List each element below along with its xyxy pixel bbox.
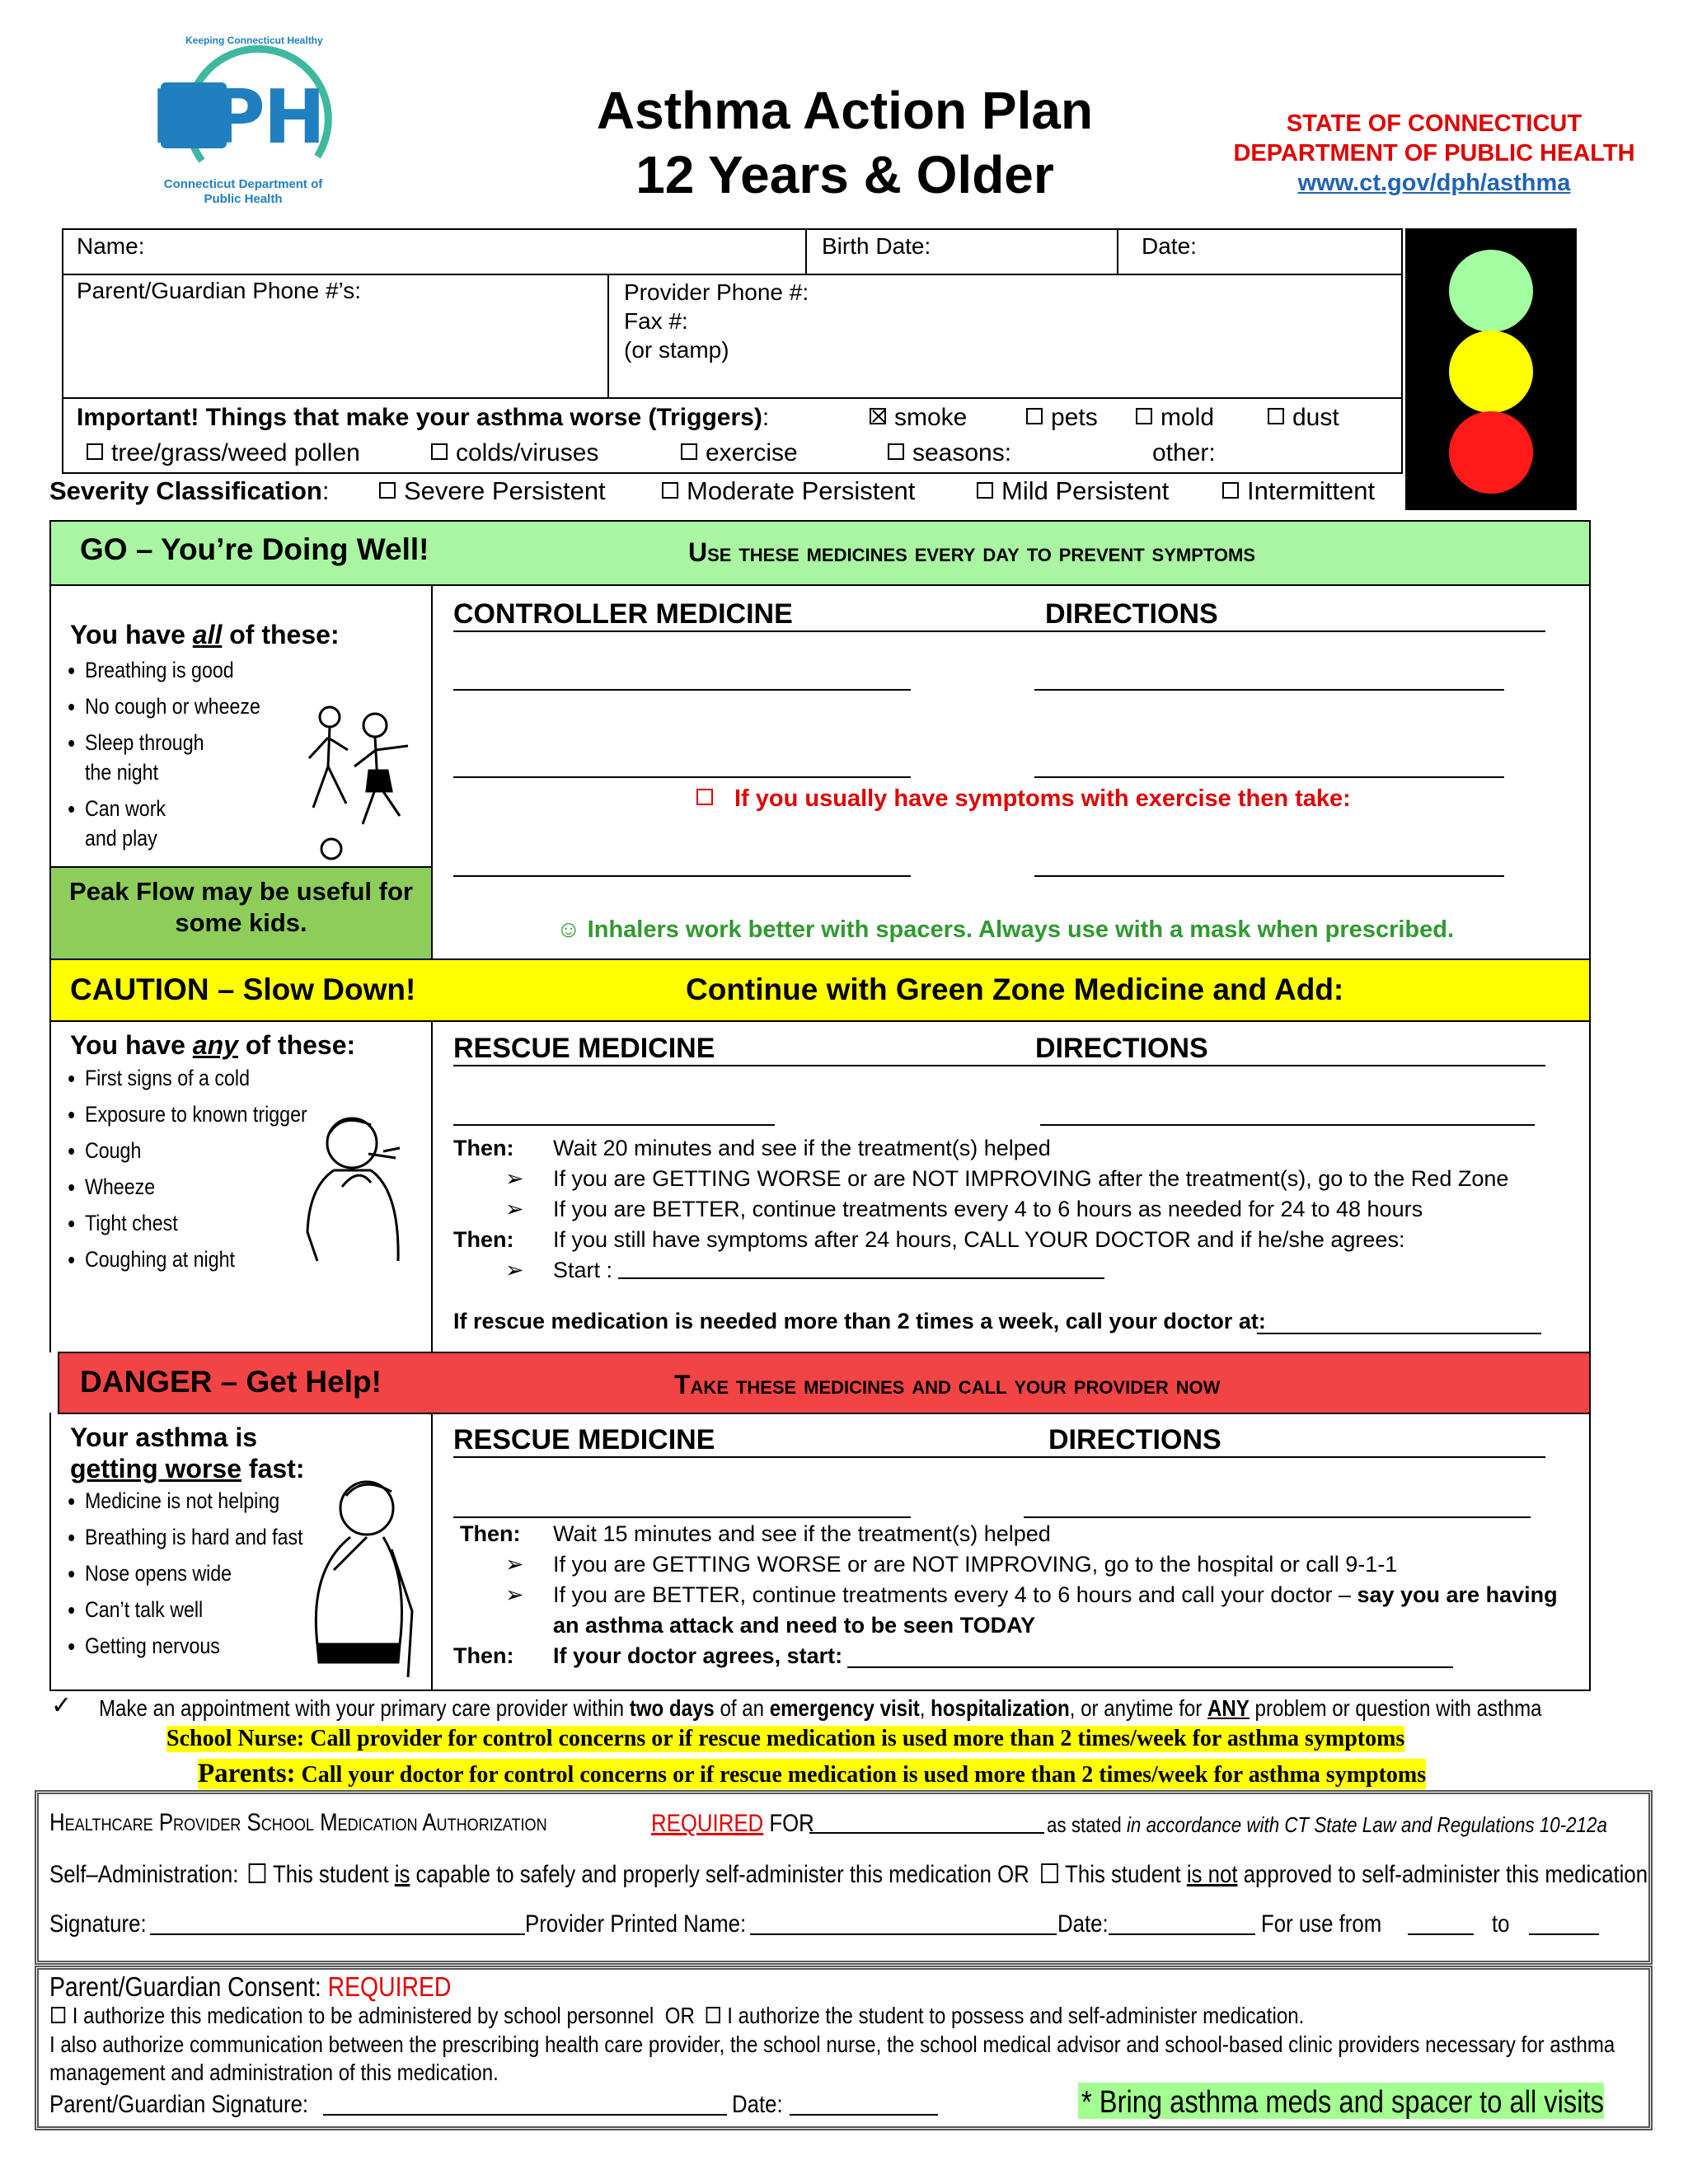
go-have-post: of these: xyxy=(222,620,340,649)
consent-option1: I authorize this medication to be administered by school personnel xyxy=(72,2003,654,2028)
medicine-line[interactable] xyxy=(453,875,911,877)
provider-phone-label: Provider Phone #: xyxy=(624,279,809,305)
appt-text: , xyxy=(919,1695,931,1721)
caution-have-post: of these: xyxy=(237,1030,356,1060)
list-item: • No cough or wheeze xyxy=(85,691,260,721)
use-from-line[interactable] xyxy=(1408,1933,1474,1935)
list-item: • Tight chest xyxy=(85,1208,307,1238)
appt-text: of an xyxy=(714,1695,770,1721)
severity-option[interactable] xyxy=(662,476,915,506)
divider xyxy=(431,1413,433,1691)
trigger-label: dust xyxy=(1292,404,1339,431)
start-line[interactable] xyxy=(847,1666,1453,1668)
exercise-note-text: If you usually have symptoms with exercise then take: xyxy=(734,785,1351,812)
or-label: OR xyxy=(997,1861,1029,1888)
appt-bold: hospitalization xyxy=(931,1695,1070,1721)
rescue-note: If rescue medication is needed more than 2 times a week, call your doctor at: xyxy=(453,1309,1266,1333)
heading-underline xyxy=(453,1456,1545,1458)
checkbox-icon[interactable] xyxy=(1222,482,1239,499)
danger-heading-underlined: getting worse xyxy=(70,1454,242,1483)
state-block xyxy=(1212,109,1657,198)
directions-line[interactable] xyxy=(1034,689,1504,691)
triggers-label: Important! Things that make your asthma worse (Triggers) xyxy=(77,404,762,431)
trigger-dust[interactable] xyxy=(1268,404,1339,432)
checkbox-icon[interactable] xyxy=(431,443,448,460)
trigger-pets[interactable] xyxy=(1026,404,1098,432)
caution-have-heading xyxy=(70,1030,355,1061)
website-link[interactable]: www.ct.gov/dph/asthma xyxy=(1297,170,1571,196)
list-item: • Getting nervous xyxy=(85,1631,303,1661)
checkbox-icon[interactable] xyxy=(977,482,993,499)
checkbox-icon[interactable] xyxy=(249,1863,266,1883)
use-from-label: For use from xyxy=(1261,1910,1382,1938)
law-note xyxy=(1047,1812,1607,1838)
caution-start: ➢ Start : xyxy=(553,1258,612,1282)
green-light-icon xyxy=(1449,250,1533,332)
checked-box-icon[interactable] xyxy=(870,408,886,424)
danger-symptom-list xyxy=(59,1486,303,1667)
appt-text: , or anytime for xyxy=(1069,1695,1208,1721)
divider xyxy=(62,274,1403,275)
danger-instruction: Take these medicines and call your provider now xyxy=(674,1370,1221,1399)
law-text: in accordance with CT State Law and Regulations 10-212a xyxy=(1126,1812,1607,1837)
go-instruction: Use these medicines every day to prevent symptoms xyxy=(688,537,1256,567)
trigger-mold[interactable] xyxy=(1136,404,1214,432)
exercise-note[interactable] xyxy=(696,785,1351,813)
danger-arrow1: ➢ If you are GETTING WORSE or are NOT IMPROVING, go to the hospital or call 9-1-1 xyxy=(553,1552,1397,1577)
checkbox-icon[interactable] xyxy=(379,482,396,499)
school-nurse-label: School Nurse: xyxy=(166,1726,305,1751)
danger-instructions xyxy=(453,1519,1589,1671)
trigger-label: colds/viruses xyxy=(456,439,599,466)
appt-text: problem or question with asthma xyxy=(1249,1695,1542,1721)
checkbox-icon[interactable] xyxy=(87,443,103,460)
caution-have-em: any xyxy=(192,1030,238,1060)
dph-logo xyxy=(144,33,346,218)
medicine-line[interactable] xyxy=(453,776,911,778)
checkbox-icon[interactable] xyxy=(681,443,697,460)
list-item: • Can work and play xyxy=(85,794,170,853)
danger-heading-line1: Your asthma is xyxy=(70,1422,258,1452)
caution-title: CAUTION – Slow Down! xyxy=(70,972,416,1006)
divider xyxy=(607,274,609,397)
danger-then2: If your doctor agrees, start: xyxy=(553,1643,843,1668)
trigger-label: exercise xyxy=(706,439,798,466)
parents-note xyxy=(198,1759,1426,1789)
trigger-label: seasons: xyxy=(912,439,1012,466)
caution-then1: Wait 20 minutes and see if the treatment(s) helped xyxy=(553,1136,1051,1160)
rescue-heading: RESCUE MEDICINE xyxy=(453,1033,715,1064)
list-item: • First signs of a cold xyxy=(85,1063,307,1093)
kids-playing-soccer-icon xyxy=(297,701,420,865)
consent-date-line[interactable] xyxy=(790,2114,938,2116)
directions-line[interactable] xyxy=(1034,776,1504,778)
school-nurse-text: Call provider for control concerns or if rescue medication is used more than 2 times/week for asthma symptoms xyxy=(304,1726,1405,1751)
list-item: • Cough xyxy=(85,1136,307,1165)
start-line[interactable] xyxy=(618,1277,1104,1279)
page-title-line2: 12 Years & Older xyxy=(635,145,1054,204)
rescue-heading: RESCUE MEDICINE xyxy=(453,1424,715,1455)
printed-name-line[interactable] xyxy=(750,1933,1057,1935)
danger-arrow2-c: an asthma attack and need to be seen TODAY xyxy=(553,1613,1036,1638)
consent-date-label: Date: xyxy=(732,2091,783,2118)
spacer-note: ☺ Inhalers work better with spacers. Always use with a mask when prescribed. xyxy=(556,916,1455,943)
provider-block[interactable] xyxy=(624,278,809,364)
authorization-required-row xyxy=(651,1810,814,1838)
medicine-line[interactable] xyxy=(453,1124,775,1126)
severity-row xyxy=(49,476,329,506)
self-admin-row xyxy=(49,1861,1648,1889)
birth-date-field[interactable]: Birth Date: xyxy=(822,233,931,259)
trigger-exercise[interactable] xyxy=(681,439,798,467)
checkbox-icon[interactable] xyxy=(888,443,904,460)
appt-bold: emergency visit xyxy=(769,1695,920,1721)
red-light-icon xyxy=(1449,411,1533,494)
parent-phone-field[interactable]: Parent/Guardian Phone #’s: xyxy=(77,278,362,303)
parents-label: Parents: xyxy=(198,1759,296,1788)
consent-options xyxy=(51,2003,1304,2029)
caution-then2: If you still have symptoms after 24 hours, CALL YOUR DOCTOR and if he/she agrees: xyxy=(553,1227,1405,1252)
printed-name-label: Provider Printed Name: xyxy=(525,1910,747,1938)
divider xyxy=(431,1020,433,1352)
list-item: • Can’t talk well xyxy=(85,1595,303,1624)
then-label: Then: xyxy=(453,1227,514,1252)
signature-label: Signature: xyxy=(49,1910,147,1938)
list-item: • Sleep through the night xyxy=(85,728,213,787)
logo-subtitle: Connecticut Department of Public Health xyxy=(163,177,323,206)
stamp-label: (or stamp) xyxy=(624,337,729,363)
trigger-seasons[interactable] xyxy=(888,439,1011,467)
opt-text: This student xyxy=(273,1861,395,1888)
doctor-phone-line[interactable] xyxy=(1257,1333,1541,1334)
logo-arc-text: Keeping Connecticut Healthy xyxy=(185,35,323,46)
danger-title: DANGER – Get Help! xyxy=(80,1365,382,1399)
go-have-em: all xyxy=(192,620,223,649)
opt-text: approved to self-administer this medication xyxy=(1237,1861,1648,1888)
directions-heading: DIRECTIONS xyxy=(1045,598,1218,630)
opt-underline: is xyxy=(394,1861,410,1888)
appt-bold: ANY xyxy=(1207,1695,1250,1721)
state-name: STATE OF CONNECTICUT xyxy=(1286,110,1582,137)
consent-title: Parent/Guardian Consent: xyxy=(49,1971,328,2002)
signature-line[interactable] xyxy=(150,1933,525,1935)
or-label: OR xyxy=(664,2003,695,2028)
caution-arrow2: ➢ If you are BETTER, continue treatments every 4 to 6 hours as needed for 24 to 48 hours xyxy=(553,1197,1423,1221)
danger-heading xyxy=(70,1422,304,1484)
appt-bold: two days xyxy=(629,1695,715,1721)
trigger-other[interactable]: other: xyxy=(1152,439,1216,466)
list-item: • Breathing is good xyxy=(85,655,260,685)
caution-instructions xyxy=(453,1133,1582,1286)
bring-meds-note: * Bring asthma meds and spacer to all visits xyxy=(1081,2085,1604,2120)
caution-have-pre: You have xyxy=(70,1030,193,1060)
authorization-title-row xyxy=(49,1809,628,1837)
date-field[interactable]: Date: xyxy=(1142,233,1197,259)
checkbox-icon[interactable] xyxy=(706,2007,720,2023)
severity-colon: : xyxy=(321,476,330,505)
checkbox-icon[interactable] xyxy=(1026,408,1043,424)
heading-underline xyxy=(453,1065,1545,1066)
then-label: Then: xyxy=(460,1521,521,1546)
page-title xyxy=(528,78,1162,207)
peak-flow-note: Peak Flow may be useful for some kids. xyxy=(69,877,413,937)
danger-arrow2-b: say you are having xyxy=(1357,1582,1558,1607)
list-item: • Wheeze xyxy=(85,1172,307,1202)
list-item: • Coughing at night xyxy=(85,1244,307,1274)
checkbox-icon[interactable] xyxy=(1136,408,1152,424)
caution-symptom-list xyxy=(59,1063,307,1281)
severity-option-label: Severe Persistent xyxy=(404,476,606,505)
trigger-pollen[interactable] xyxy=(87,439,360,467)
consent-option2: I authorize the student to possess and self-administer medication. xyxy=(727,2003,1305,2028)
school-nurse-note xyxy=(166,1726,1404,1752)
caution-arrow1: ➢ If you are GETTING WORSE or are NOT IMPROVING after the treatment(s), go to the Red Zone xyxy=(553,1166,1508,1191)
self-admin-label: Self–Administration: xyxy=(49,1861,239,1888)
medicine-line[interactable] xyxy=(453,1516,911,1518)
checkbox-icon[interactable] xyxy=(662,482,678,499)
go-have-pre: You have xyxy=(70,620,193,649)
trigger-smoke[interactable] xyxy=(870,404,967,432)
danger-heading-rest: fast: xyxy=(241,1454,305,1483)
trigger-colds[interactable] xyxy=(431,439,598,467)
page-title-line1: Asthma Action Plan xyxy=(596,81,1094,140)
required-label: REQUIRED xyxy=(327,1971,452,2002)
consent-title-row xyxy=(49,1971,451,2003)
checkbox-icon[interactable] xyxy=(696,789,713,805)
coughing-boy-icon xyxy=(293,1108,416,1265)
list-item: • Breathing is hard and fast xyxy=(85,1522,303,1552)
date-label: Date: xyxy=(1057,1910,1109,1938)
appointment-note xyxy=(99,1695,1542,1722)
required-label: REQUIRED xyxy=(651,1810,764,1837)
yellow-light-icon xyxy=(1449,330,1533,413)
danger-arrow2-a: ➢ If you are BETTER, continue treatments every 4 to 6 hours and call your doctor – xyxy=(553,1582,1357,1607)
go-title: GO – You’re Doing Well! xyxy=(80,532,429,566)
severity-option[interactable] xyxy=(379,476,606,506)
traffic-light-icon xyxy=(1405,228,1577,510)
opt-text: capable to safely and properly self-administer this medication xyxy=(410,1861,998,1888)
directions-line[interactable] xyxy=(1034,875,1504,877)
triggers-row1 xyxy=(77,404,769,432)
name-field[interactable]: Name: xyxy=(77,233,145,259)
student-name-line[interactable] xyxy=(809,1832,1044,1834)
heading-underline xyxy=(453,630,1545,632)
triggers-colon: : xyxy=(762,404,770,431)
trigger-label: tree/grass/weed pollen xyxy=(111,439,360,466)
directions-heading: DIRECTIONS xyxy=(1035,1033,1208,1064)
severity-option[interactable] xyxy=(977,476,1169,506)
opt-underline: is not xyxy=(1186,1861,1238,1888)
parent-signature-line[interactable] xyxy=(323,2114,727,2116)
directions-line[interactable] xyxy=(1024,1516,1531,1518)
for-label: FOR xyxy=(763,1810,814,1837)
fax-label: Fax #: xyxy=(624,308,688,334)
divider xyxy=(62,397,1403,399)
opt-text: This student xyxy=(1065,1861,1187,1888)
trigger-label: mold xyxy=(1160,404,1215,431)
severity-option-label: Intermittent xyxy=(1247,476,1376,505)
checkbox-icon[interactable] xyxy=(1041,1863,1058,1883)
then-label: Then: xyxy=(453,1643,514,1668)
danger-then1: Wait 15 minutes and see if the treatment(s) helped xyxy=(553,1521,1051,1546)
checkbox-icon[interactable] xyxy=(1268,408,1284,424)
consent-paragraph: I also authorize communication between the prescribing health care provider, the school nurse, the school medical advisor and school-based clinic providers necessary for asthma management and administration of this medication. xyxy=(49,2032,1615,2085)
appt-text: Make an appointment with your primary care provider within xyxy=(99,1695,630,1721)
to-label: to xyxy=(1492,1910,1510,1938)
directions-heading: DIRECTIONS xyxy=(1048,1424,1221,1455)
trigger-label: smoke xyxy=(894,404,968,431)
parents-text: Call your doctor for control concerns or if rescue medication is used more than 2 times/week for asthma symptoms xyxy=(295,1762,1427,1788)
medicine-line[interactable] xyxy=(453,689,911,691)
severity-option-label: Mild Persistent xyxy=(1001,476,1170,505)
controller-heading: CONTROLLER MEDICINE xyxy=(453,598,793,630)
use-to-line[interactable] xyxy=(1529,1933,1599,1935)
authorization-title: Healthcare Provider School Medication Authorization xyxy=(49,1809,547,1836)
date-line[interactable] xyxy=(1109,1933,1255,1935)
caution-instruction: Continue with Green Zone Medicine and Add: xyxy=(686,972,1344,1006)
list-item: • Exposure to known trigger xyxy=(85,1099,307,1129)
severity-option[interactable] xyxy=(1222,476,1375,506)
severity-label: Severity Classification xyxy=(49,476,322,505)
struggling-boy-icon xyxy=(284,1471,424,1681)
department-name: DEPARTMENT OF PUBLIC HEALTH xyxy=(1233,140,1635,166)
checkbox-icon[interactable] xyxy=(51,2007,65,2023)
parent-signature-label: Parent/Guardian Signature: xyxy=(49,2091,309,2118)
severity-option-label: Moderate Persistent xyxy=(687,476,916,505)
logo-text: DPH xyxy=(151,74,324,161)
list-item: • Nose opens wide xyxy=(85,1558,303,1588)
divider xyxy=(805,228,807,274)
go-symptom-list xyxy=(59,655,260,860)
divider xyxy=(1117,228,1118,274)
directions-line[interactable] xyxy=(1040,1124,1535,1126)
as-stated: as stated xyxy=(1047,1812,1127,1837)
list-item: • Medicine is not helping xyxy=(85,1486,303,1516)
check-icon: ✓ xyxy=(51,1692,73,1719)
trigger-label: pets xyxy=(1051,404,1098,431)
then-label: Then: xyxy=(453,1136,514,1160)
go-have-heading xyxy=(70,620,340,650)
